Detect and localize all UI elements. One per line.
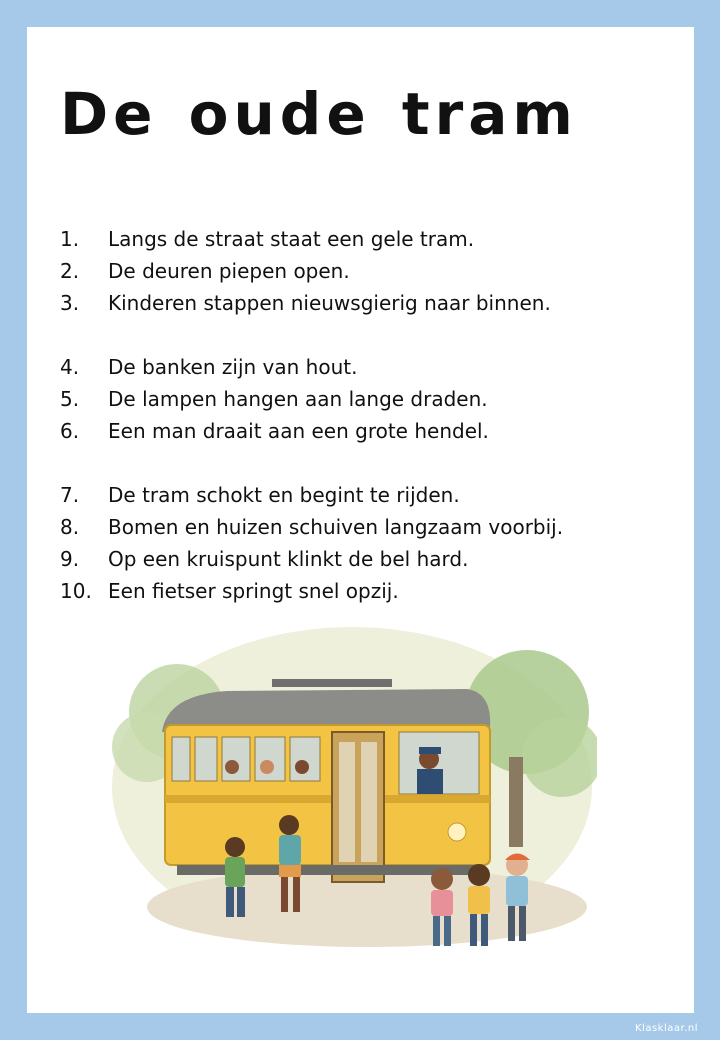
item-number: 3. — [60, 291, 80, 315]
item-text: De deuren piepen open. — [108, 259, 350, 283]
list-item — [60, 415, 563, 447]
list-item — [60, 479, 563, 511]
list-item — [60, 383, 563, 415]
item-number: 8. — [60, 515, 80, 539]
item-text: Kinderen stappen nieuwsgierig naar binnen. — [108, 291, 551, 315]
tram — [162, 679, 490, 882]
item-text: Een man draait aan een grote hendel. — [108, 419, 489, 443]
list-item — [60, 575, 563, 607]
sentence-list — [60, 223, 563, 607]
list-item — [60, 255, 563, 287]
list-item — [60, 543, 563, 575]
item-text: Langs de straat staat een gele tram. — [108, 227, 475, 251]
list-item — [60, 287, 563, 319]
item-number: 7. — [60, 483, 80, 507]
page-title: De oude tram — [60, 80, 578, 148]
worksheet-card — [27, 27, 694, 1013]
item-text: De lampen hangen aan lange draden. — [108, 387, 488, 411]
list-item — [60, 511, 563, 543]
item-number: 9. — [60, 547, 80, 571]
credit-text: Klasklaar.nl — [635, 1023, 698, 1034]
tram-illustration — [107, 617, 597, 957]
item-text: De tram schokt en begint te rijden. — [108, 483, 460, 507]
item-text: De banken zijn van hout. — [108, 355, 358, 379]
item-number: 5. — [60, 387, 80, 411]
item-number: 6. — [60, 419, 80, 443]
item-number: 10. — [60, 579, 92, 603]
item-number: 2. — [60, 259, 80, 283]
list-item — [60, 351, 563, 383]
item-text: Een fietser springt snel opzij. — [108, 579, 399, 603]
headlight — [448, 823, 466, 841]
pantograph — [272, 679, 392, 687]
list-item — [60, 223, 563, 255]
item-number: 1. — [60, 227, 80, 251]
item-text: Op een kruispunt klinkt de bel hard. — [108, 547, 469, 571]
item-number: 4. — [60, 355, 80, 379]
item-text: Bomen en huizen schuiven langzaam voorbij. — [108, 515, 564, 539]
